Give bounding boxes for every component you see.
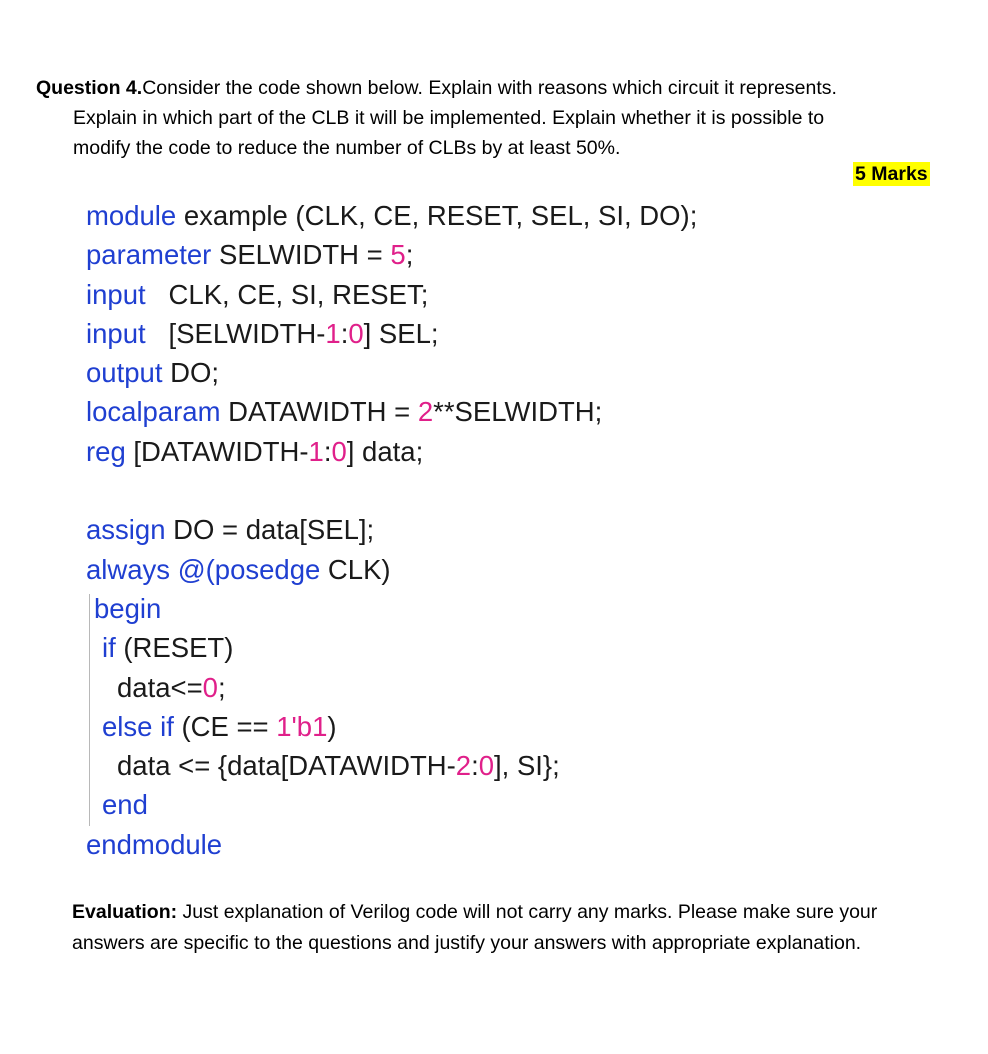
code-keyword: assign xyxy=(86,514,166,546)
code-line-else-if xyxy=(86,707,697,746)
code-line-always xyxy=(86,550,697,589)
marks-badge: 5 Marks xyxy=(855,163,928,185)
code-number: 0 xyxy=(348,317,364,349)
code-text: [DATAWIDTH- xyxy=(125,435,309,467)
code-keyword: module xyxy=(86,200,177,231)
code-line-reset-assign xyxy=(86,668,697,707)
code-text: ], SI}; xyxy=(494,750,560,782)
code-line-if xyxy=(86,628,697,667)
evaluation-line-2: answers are specific to the questions and justify your answers with appropriate explanation. xyxy=(72,932,862,954)
code-keyword: endmodule xyxy=(86,828,223,860)
code-line-module xyxy=(86,196,697,235)
code-text: DATAWIDTH = xyxy=(220,396,418,428)
code-keyword: input xyxy=(86,317,146,349)
question-line-1 xyxy=(36,73,936,103)
code-keyword: else if xyxy=(102,710,174,742)
code-text: : xyxy=(323,435,332,467)
code-number: 1'b1 xyxy=(276,710,328,742)
evaluation-label: Evaluation: xyxy=(72,901,178,923)
code-line-end xyxy=(86,785,697,824)
code-text: ] data; xyxy=(346,435,424,467)
code-line-output xyxy=(86,353,697,392)
code-text: ; xyxy=(217,671,226,703)
code-text: (CE == xyxy=(173,710,277,742)
code-text: [SELWIDTH- xyxy=(145,317,326,349)
code-text: DO; xyxy=(162,357,219,389)
code-text: data<= xyxy=(117,671,203,703)
code-line-shift-assign xyxy=(86,746,697,785)
code-keyword: always xyxy=(86,553,171,585)
code-text: ) xyxy=(327,710,337,742)
code-keyword: @(posedge xyxy=(170,553,321,585)
code-keyword: if xyxy=(102,632,116,664)
evaluation-line-1-text: Just explanation of Verilog code will not carry any marks. Please make sure your xyxy=(177,901,878,923)
code-text: : xyxy=(471,750,479,782)
verilog-code xyxy=(86,196,697,864)
code-line-input-2 xyxy=(86,314,697,353)
evaluation-text xyxy=(72,897,972,959)
question-line-3: modify the code to reduce the number of CLBs by at least 50%. xyxy=(73,137,621,159)
code-line-input-1 xyxy=(86,275,697,314)
code-text: ; xyxy=(405,239,414,271)
code-keyword: output xyxy=(86,357,163,389)
code-text: : xyxy=(340,317,349,349)
code-number: 0 xyxy=(478,750,495,782)
code-keyword: end xyxy=(102,789,148,821)
question-line-1-text: Consider the code shown below. Explain with reasons which circuit it represents. xyxy=(142,77,837,99)
code-number: 1 xyxy=(308,435,324,467)
code-line-blank xyxy=(86,471,697,510)
code-line-reg xyxy=(86,432,697,471)
code-text: DO = data[SEL]; xyxy=(165,514,375,546)
code-text: CLK, CE, SI, RESET; xyxy=(145,278,429,310)
code-number: 2 xyxy=(455,750,472,782)
code-keyword: reg xyxy=(86,435,126,467)
code-text: **SELWIDTH; xyxy=(433,396,603,428)
code-keyword: input xyxy=(86,278,146,310)
question-line-2: Explain in which part of the CLB it will be implemented. Explain whether it is possible to xyxy=(73,107,825,129)
question-label: Question 4. xyxy=(36,77,143,99)
code-keyword: begin xyxy=(94,592,162,624)
code-number: 2 xyxy=(417,396,434,428)
code-text: SELWIDTH = xyxy=(211,239,391,271)
code-line-assign xyxy=(86,510,697,549)
code-line-endmodule xyxy=(86,825,697,864)
code-text: CLK) xyxy=(320,553,391,585)
evaluation-line-1 xyxy=(72,897,972,928)
code-number: 0 xyxy=(331,435,347,467)
code-text: example (CLK, CE, RESET, SEL, SI, DO); xyxy=(176,200,698,231)
code-line-localparam xyxy=(86,392,697,431)
code-text: ] SEL; xyxy=(363,317,439,349)
code-text: data <= {data[DATAWIDTH- xyxy=(117,750,456,782)
code-number: 1 xyxy=(325,317,341,349)
code-keyword: parameter xyxy=(86,239,212,271)
code-number: 5 xyxy=(390,239,406,271)
code-line-begin xyxy=(86,589,697,628)
code-number: 0 xyxy=(202,671,218,703)
code-line-parameter xyxy=(86,235,697,274)
code-text: (RESET) xyxy=(115,632,234,664)
question-text xyxy=(36,73,936,163)
code-keyword: localparam xyxy=(86,396,221,428)
